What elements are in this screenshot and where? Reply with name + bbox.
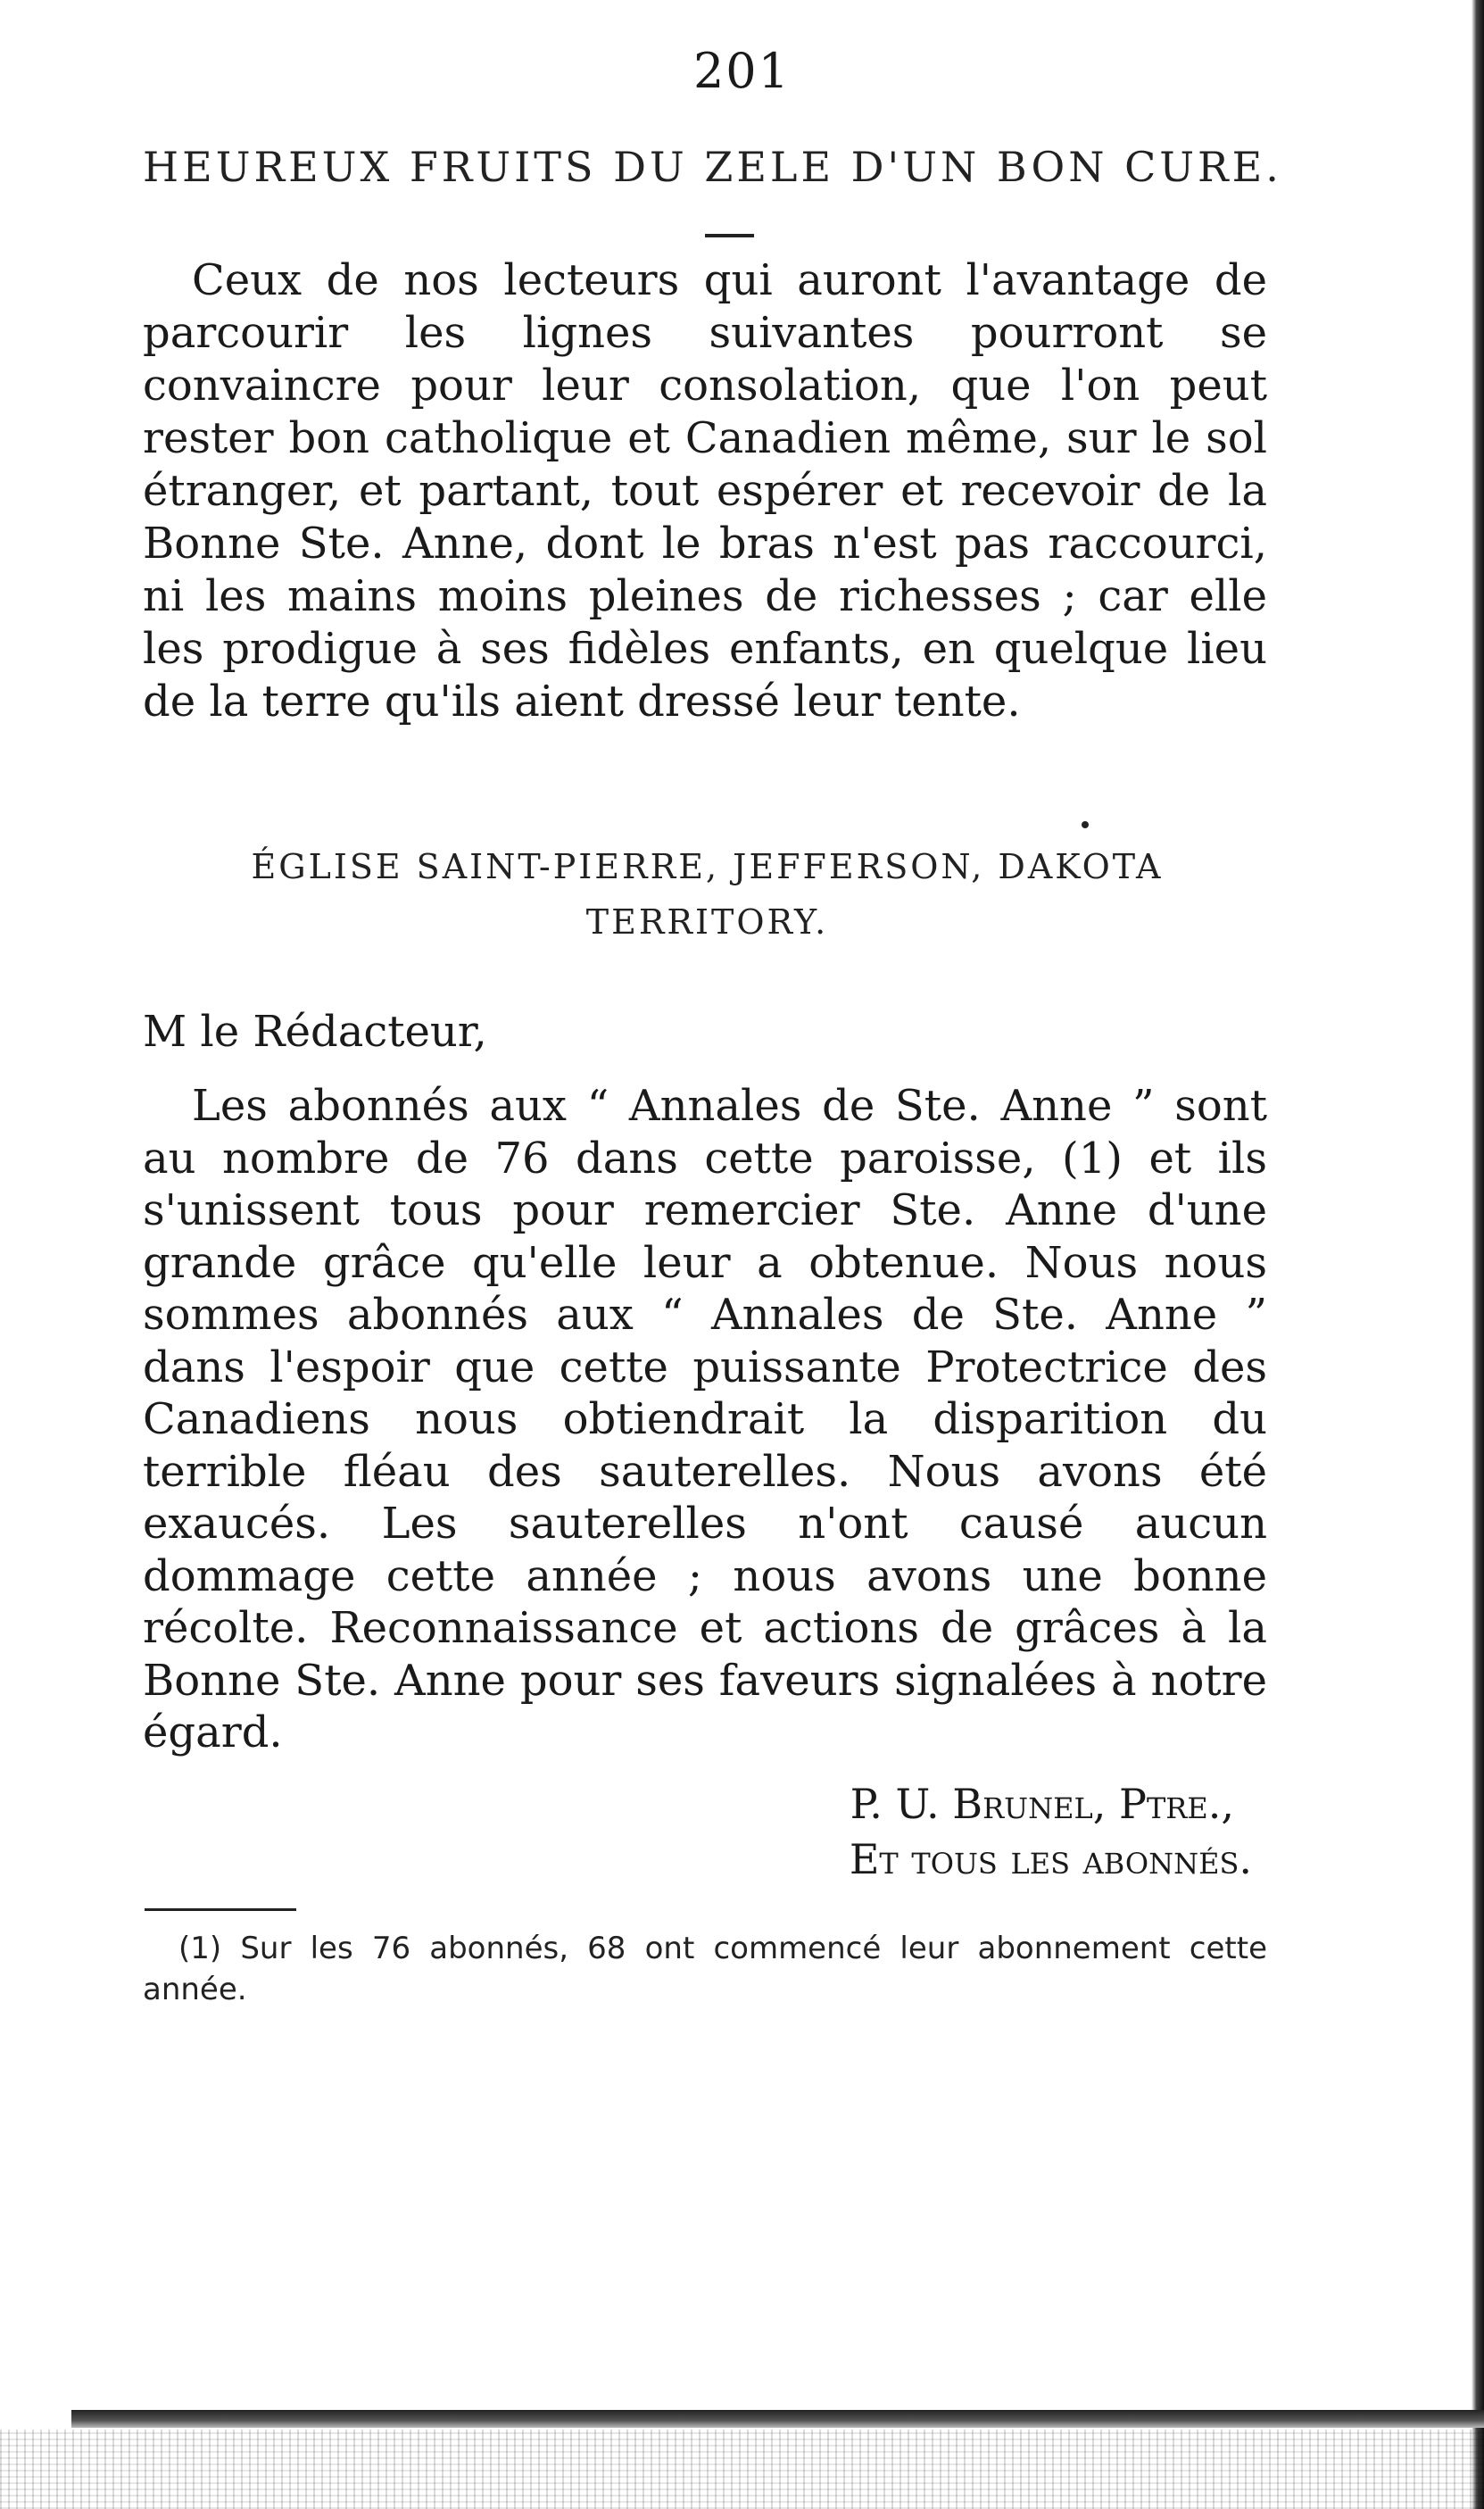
ink-dot — [1082, 821, 1089, 828]
heading-divider — [705, 234, 754, 237]
letter-body: Les abonnés aux “ Annales de Ste. Anne ” sont au nombre de 76 dans cette paroisse, (1) et ils s'unissent tous pour remercier Ste. Anne d'une grande grâce qu'elle leur a obtenue. Nous nous sommes abonnés aux “ Annales de Ste. Anne ” dans l'espoir que cette puissante Protectrice des Canadiens nous obtiendrait la disparition du terrible fléau des sauterelles. Nous avons été exaucés. Les sauterelles n'ont causé aucun dommage cette année ; nous avons une bonne récolte. Reconnaissance et actions de grâces à la Bonne Ste. Anne pour ses faveurs signalées à notre égard. — [143, 1081, 1267, 1757]
letter-signature — [850, 1776, 1252, 1887]
place-line-2: TERRITORY. — [585, 902, 829, 942]
letter-salutation: M le Rédacteur, — [143, 1007, 487, 1057]
page-number: 201 — [692, 43, 792, 99]
footnote: (1) Sur les 76 abonnés, 68 ont commencé leur abonnement cette année. — [143, 1931, 1267, 2007]
scan-noise — [0, 2430, 1484, 2509]
signature-line-2: Et tous les abonnés. — [849, 1835, 1252, 1883]
intro-paragraph: Ceux de nos lecteurs qui auront l'avantage de parcourir les lignes suivantes pourront se convaincre pour leur consolation, que l'on peut rester bon catholique et Canadien même, sur le sol étranger, et partant, tout espérer et recevoir de la Bonne Ste. Anne, dont le bras n'est pas raccourci, ni les mains moins pleines de richesses ; car elle les prodigue à ses fidèles enfants, en quelque lieu de la terre qu'ils aient dressé leur tente. — [143, 255, 1267, 727]
page-edge-shadow — [1472, 0, 1484, 2509]
place-line-1: ÉGLISE SAINT-PIERRE, JEFFERSON, DAKOTA — [251, 847, 1164, 886]
article-heading: HEUREUX FRUITS DU ZELE D'UN BON CURE. — [143, 143, 1282, 191]
signature-line-1: P. U. Brunel, Ptre., — [850, 1780, 1234, 1828]
page-bottom-edge — [71, 2410, 1484, 2428]
letter-place — [143, 839, 1272, 950]
footnote-divider — [145, 1908, 296, 1911]
